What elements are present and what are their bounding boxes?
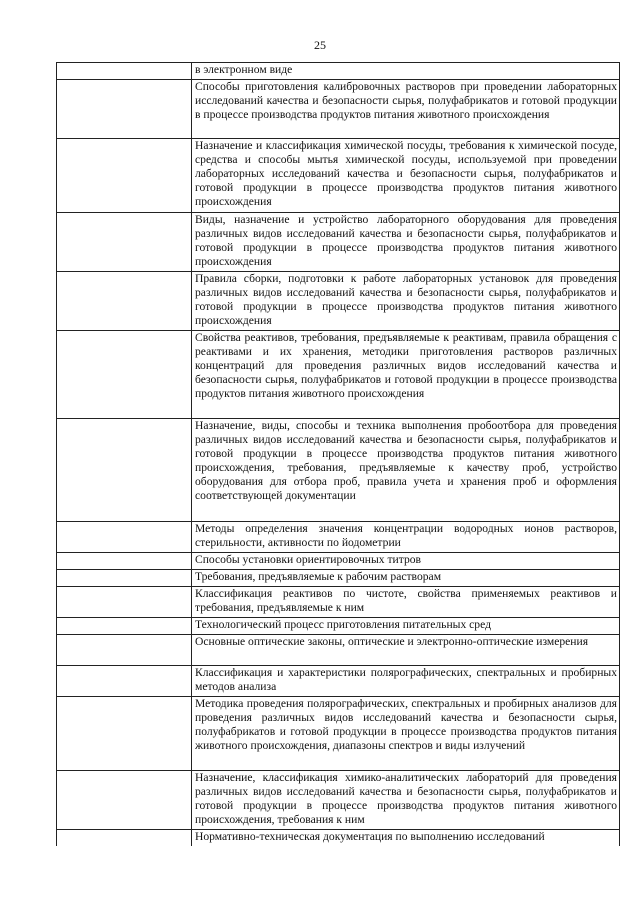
label-cell bbox=[57, 830, 192, 847]
label-cell bbox=[57, 570, 192, 587]
knowledge-item-cell: Назначение, виды, способы и техника выполнения пробоотбора для проведения различных видов исследований качества и безопасности сырья, полуфабрикатов и готовой продукции в процессе производства продуктов питания животного происхождения, требования, предъявляемые к качеству проб, устройство оборудования для отбора проб, правила учета и хранения проб и оформления соответствующей документации bbox=[192, 419, 620, 522]
knowledge-item-cell: Нормативно-техническая документация по выполнению исследований bbox=[192, 830, 620, 847]
table-row bbox=[57, 697, 620, 771]
label-cell bbox=[57, 522, 192, 553]
table-row bbox=[57, 331, 620, 419]
knowledge-item-cell: Классификация реактивов по чистоте, свойства применяемых реактивов и требования, предъявляемые к ним bbox=[192, 587, 620, 618]
knowledge-item-cell: Классификация и характеристики полярографических, спектральных и пробирных методов анализа bbox=[192, 666, 620, 697]
knowledge-item-cell: Способы приготовления калибровочных растворов при проведении лабораторных исследований качества и безопасности сырья, полуфабрикатов и готовой продукции в процессе производства продуктов питания животного происхождения bbox=[192, 80, 620, 139]
label-cell bbox=[57, 635, 192, 666]
knowledge-item-cell: Назначение и классификация химической посуды, требования к химической посуде, средства и способы мытья химической посуды, используемой при проведении лабораторных исследований качества и безопасности сырья, полуфабрикатов и готовой продукции в процессе производства продуктов питания животного происхождения bbox=[192, 139, 620, 213]
table-row bbox=[57, 618, 620, 635]
knowledge-item-cell: Основные оптические законы, оптические и электронно-оптические измерения bbox=[192, 635, 620, 666]
label-cell bbox=[57, 697, 192, 771]
label-cell bbox=[57, 80, 192, 139]
table-row bbox=[57, 666, 620, 697]
table-row bbox=[57, 587, 620, 618]
knowledge-item-cell: Методы определения значения концентрации водородных ионов растворов, стерильности, активности по йодометрии bbox=[192, 522, 620, 553]
table-row bbox=[57, 213, 620, 272]
knowledge-item-cell: Назначение, классификация химико-аналитических лабораторий для проведения различных видов исследований качества и безопасности сырья, полуфабрикатов и готовой продукции в процессе производства продуктов питания животного происхождения, требования к ним bbox=[192, 771, 620, 830]
table-row bbox=[57, 635, 620, 666]
table-row bbox=[57, 830, 620, 847]
knowledge-item-cell: в электронном виде bbox=[192, 63, 620, 80]
knowledge-item-cell: Технологический процесс приготовления питательных сред bbox=[192, 618, 620, 635]
table-row bbox=[57, 553, 620, 570]
label-cell bbox=[57, 587, 192, 618]
table-row bbox=[57, 80, 620, 139]
label-cell bbox=[57, 553, 192, 570]
knowledge-item-cell: Правила сборки, подготовки к работе лабораторных установок для проведения различных видов исследований качества и безопасности сырья, полуфабрикатов и готовой продукции в процессе производства продуктов питания животного происхождения bbox=[192, 272, 620, 331]
label-cell bbox=[57, 272, 192, 331]
knowledge-item-cell: Способы установки ориентировочных титров bbox=[192, 553, 620, 570]
label-cell bbox=[57, 213, 192, 272]
table-body bbox=[57, 63, 620, 847]
table-row bbox=[57, 522, 620, 553]
knowledge-item-cell: Свойства реактивов, требования, предъявляемые к реактивам, правила обращения с реактивами и их хранения, методики приготовления растворов различных концентраций для проведения различных видов исследований качества и безопасности сырья, полуфабрикатов и готовой продукции в процессе производства продуктов питания животного происхождения bbox=[192, 331, 620, 419]
label-cell bbox=[57, 618, 192, 635]
knowledge-item-cell: Виды, назначение и устройство лабораторного оборудования для проведения различных видов исследований качества и безопасности сырья, полуфабрикатов и готовой продукции в процессе производства продуктов питания животного происхождения bbox=[192, 213, 620, 272]
table-row bbox=[57, 272, 620, 331]
label-cell bbox=[57, 331, 192, 419]
table-row bbox=[57, 63, 620, 80]
label-cell bbox=[57, 666, 192, 697]
table-row bbox=[57, 570, 620, 587]
knowledge-item-cell: Требования, предъявляемые к рабочим растворам bbox=[192, 570, 620, 587]
label-cell bbox=[57, 419, 192, 522]
label-cell bbox=[57, 139, 192, 213]
table-row bbox=[57, 419, 620, 522]
knowledge-item-cell: Методика проведения полярографических, спектральных и пробирных анализов для проведения различных видов исследований качества и безопасности сырья, полуфабрикатов и готовой продукции в процессе производства продуктов питания животного происхождения, диапазоны спектров и виды излучений bbox=[192, 697, 620, 771]
knowledge-table bbox=[56, 62, 620, 846]
table-row bbox=[57, 139, 620, 213]
label-cell bbox=[57, 63, 192, 80]
table-row bbox=[57, 771, 620, 830]
page-number: 25 bbox=[314, 38, 326, 52]
label-cell bbox=[57, 771, 192, 830]
